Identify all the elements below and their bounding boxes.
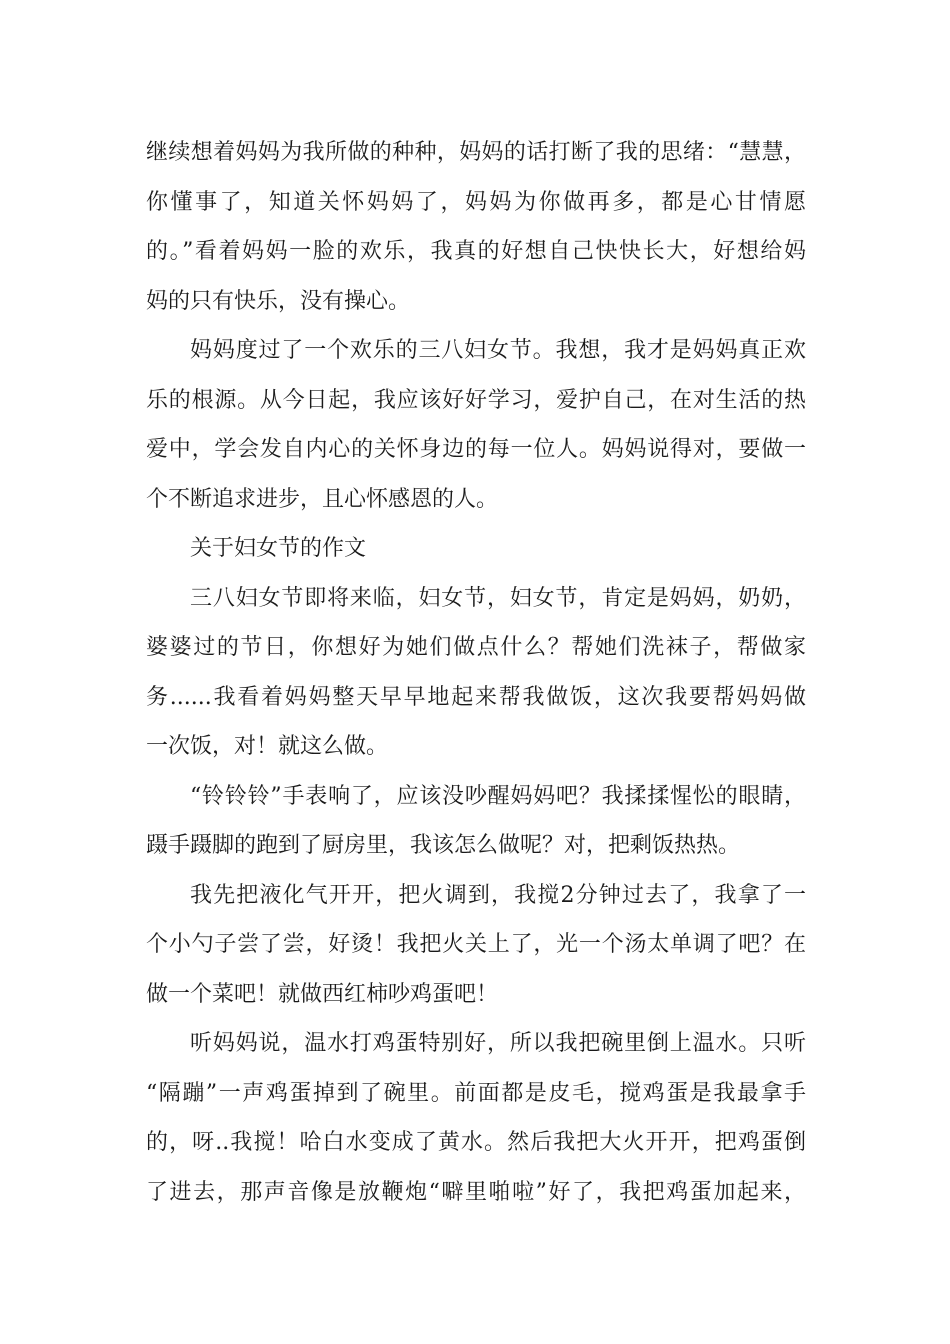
text-line: 妈妈度过了一个欢乐的三八妇女节。我想，我才是妈妈真正欢 [190,338,806,363]
text-line: 蹑手蹑脚的跑到了厨房里，我该怎么做呢？对，把剩饭热热。 [146,833,741,858]
text-line: 妈的只有快乐，没有操心。 [146,288,411,314]
text-line: 做一个菜吧！就做西红柿吵鸡蛋吧！ [146,981,499,1007]
text-line: “隔蹦”一声鸡蛋掉到了碗里。前面都是皮毛，搅鸡蛋是我最拿手 [146,1080,806,1106]
text-line: 继续想着妈妈为我所做的种种，妈妈的话打断了我的思绪：“慧慧， [146,140,806,165]
text-line: 听妈妈说，温水打鸡蛋特别好，所以我把碗里倒上温水。只听 [190,1031,806,1056]
text-line: 的，呀..我搅！哈白水变成了黄水。然后我把大火开开，把鸡蛋倒 [146,1130,806,1155]
text-line: 乐的根源。从今日起，我应该好好学习，爱护自己，在对生活的热 [146,387,806,413]
section-heading: 关于妇女节的作文 [190,536,367,561]
text-line: 个小勺子尝了尝，好烫！我把火关上了，光一个汤太单调了吧？在 [146,932,806,957]
text-line: “铃铃铃”手表响了，应该没吵醒妈妈吧？我揉揉惺忪的眼睛， [190,783,806,809]
text-line: 我先把液化气开开，把火调到，我搅2分钟过去了，我拿了一 [190,882,806,908]
document-body [146,128,806,1217]
text-line: 个不断追求进步，且心怀感恩的人。 [146,486,499,512]
text-line: 的。”看着妈妈一脸的欢乐，我真的好想自己快快长大，好想给妈 [146,239,806,264]
text-line: 你懂事了，知道关怀妈妈了，妈妈为你做再多，都是心甘情愿 [146,189,806,215]
text-line: 三八妇女节即将来临，妇女节，妇女节，肯定是妈妈，奶奶， [190,585,806,611]
text-line: 一次饭，对！就这么做。 [146,734,389,759]
text-line: 了进去，那声音像是放鞭炮“噼里啪啦”好了，我把鸡蛋加起来， [146,1179,806,1205]
text-line: 婆婆过的节日，你想好为她们做点什么？帮她们洗袜子，帮做家 [146,635,806,660]
text-line: 务......我看着妈妈整天早早地起来帮我做饭，这次我要帮妈妈做 [146,684,806,710]
text-line: 爱中，学会发自内心的关怀身边的每一位人。妈妈说得对，要做一 [146,437,806,462]
